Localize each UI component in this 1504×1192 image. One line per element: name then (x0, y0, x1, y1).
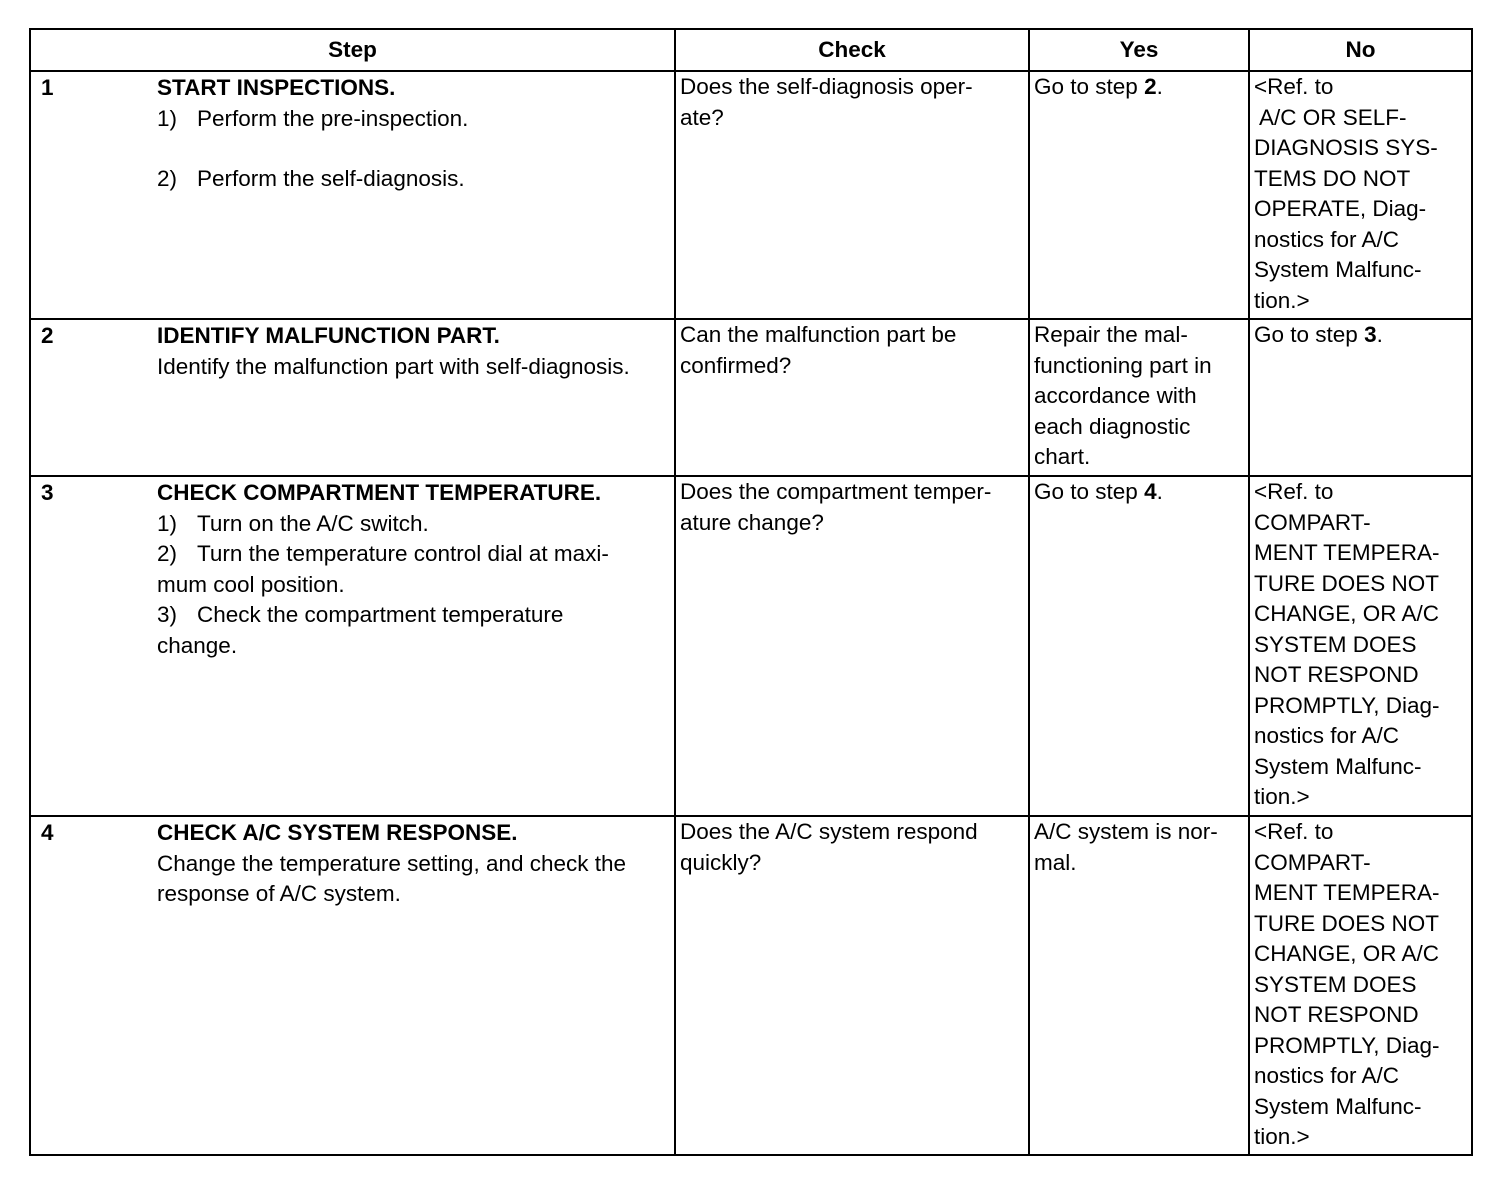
check-text: Does the compartment temper- (680, 479, 992, 504)
header-no: No (1249, 29, 1472, 71)
no-text: nostics for A/C (1254, 226, 1400, 252)
yes-text: mal. (1034, 849, 1077, 875)
instruction-number: 1) (157, 105, 178, 131)
step-number: 2 (41, 323, 54, 348)
yes-text: Go to step (1034, 74, 1145, 99)
header-step: Step (30, 29, 675, 71)
no-text: tion.> (1254, 287, 1310, 313)
check-text: ate? (680, 104, 724, 130)
check-text: quickly? (680, 849, 762, 875)
no-text: System Malfunc- (1254, 257, 1422, 282)
instruction-continued: mum cool position. (157, 571, 345, 597)
check-cell (675, 476, 1029, 816)
instruction-number: 2) (157, 541, 178, 566)
header-yes: Yes (1029, 29, 1249, 71)
no-text: MENT TEMPERA- (1254, 540, 1440, 565)
no-text: SYSTEM DOES (1254, 971, 1417, 997)
check-cell (675, 71, 1029, 319)
no-text: TEMS DO NOT (1254, 165, 1411, 191)
no-text: <Ref. to (1254, 74, 1334, 99)
instruction-text: Perform the self-diagnosis. (197, 166, 465, 191)
table-row (30, 319, 1472, 476)
no-text: OPERATE, Diag- (1254, 196, 1427, 221)
table-row (30, 476, 1472, 816)
no-text: <Ref. to (1254, 479, 1334, 504)
instruction-continued: change. (157, 632, 238, 658)
instruction-item (157, 539, 670, 570)
check-text: Can the malfunction part be (680, 322, 957, 347)
yes-cell (1029, 816, 1249, 1155)
instruction-text: Perform the pre-inspection. (197, 105, 469, 131)
no-text: nostics for A/C (1254, 1063, 1400, 1088)
diagnostic-table (29, 28, 1473, 1156)
no-text: DIAGNOSIS SYS- (1254, 135, 1438, 160)
yes-text: each diagnostic (1034, 413, 1191, 439)
instruction-text: Change the temperature setting, and check the (157, 850, 627, 876)
no-text: System Malfunc- (1254, 1093, 1422, 1119)
yes-cell (1029, 476, 1249, 816)
step-cell (30, 71, 675, 319)
step-number: 3 (41, 480, 54, 505)
no-text: PROMPTLY, Diag- (1254, 1032, 1440, 1058)
instruction-text: response of A/C system. (157, 881, 401, 906)
yes-text: Go to step (1034, 479, 1145, 504)
step-number: 1 (41, 75, 54, 100)
yes-text: Repair the mal- (1034, 322, 1188, 347)
instruction-text: Check the compartment temperature (197, 602, 564, 627)
instruction-number: 1) (157, 510, 178, 536)
instruction-number: 2) (157, 166, 178, 191)
instruction-item (157, 164, 670, 195)
no-step-ref: 3 (1364, 322, 1377, 347)
instruction-item (157, 104, 670, 135)
step-cell (30, 816, 675, 1155)
yes-cell (1029, 71, 1249, 319)
check-text: Does the A/C system respond (680, 819, 978, 844)
table-row (30, 71, 1472, 319)
step-title: CHECK A/C SYSTEM RESPONSE. (157, 820, 518, 845)
no-cell (1249, 319, 1472, 476)
no-text: NOT RESPOND (1254, 662, 1419, 687)
no-text: CHANGE, OR A/C (1254, 941, 1440, 966)
yes-text-suffix: . (1156, 74, 1163, 99)
no-text: A/C OR SELF- (1254, 104, 1407, 130)
no-cell (1249, 816, 1472, 1155)
instruction-item (157, 509, 670, 540)
no-text: nostics for A/C (1254, 723, 1400, 748)
instruction-text: Turn the temperature control dial at maxi- (197, 541, 609, 566)
check-cell (675, 319, 1029, 476)
header-row (30, 29, 1472, 71)
no-text: tion.> (1254, 1124, 1310, 1149)
step-title: CHECK COMPARTMENT TEMPERATURE. (157, 480, 602, 505)
no-text: COMPART- (1254, 509, 1371, 535)
instruction-item (157, 600, 670, 631)
no-text: TURE DOES NOT (1254, 570, 1440, 596)
instruction-text: Identify the malfunction part with self-diagnosis. (157, 353, 630, 379)
no-text: System Malfunc- (1254, 753, 1422, 779)
no-text-suffix: . (1376, 322, 1383, 347)
header-check: Check (675, 29, 1029, 71)
instruction-number: 3) (157, 602, 178, 627)
no-text: CHANGE, OR A/C (1254, 601, 1440, 626)
check-text: Does the self-diagnosis oper- (680, 74, 973, 99)
yes-cell (1029, 319, 1249, 476)
step-cell (30, 319, 675, 476)
yes-text: A/C system is nor- (1034, 819, 1218, 844)
yes-step-ref: 4 (1144, 479, 1157, 504)
yes-text: accordance with (1034, 383, 1197, 408)
step-title: IDENTIFY MALFUNCTION PART. (157, 323, 500, 348)
check-text: ature change? (680, 509, 824, 535)
no-cell (1249, 476, 1472, 816)
step-number: 4 (41, 820, 54, 845)
no-text: NOT RESPOND (1254, 1002, 1419, 1027)
yes-text-suffix: . (1156, 479, 1163, 504)
yes-text: functioning part in (1034, 352, 1212, 378)
no-text: PROMPTLY, Diag- (1254, 692, 1440, 718)
table-row (30, 816, 1472, 1155)
check-cell (675, 816, 1029, 1155)
no-text: <Ref. to (1254, 819, 1334, 844)
no-cell (1249, 71, 1472, 319)
no-text: Go to step (1254, 322, 1365, 347)
no-text: MENT TEMPERA- (1254, 880, 1440, 905)
check-text: confirmed? (680, 352, 792, 378)
no-text: COMPART- (1254, 849, 1371, 875)
instruction-text: Turn on the A/C switch. (197, 510, 429, 536)
yes-step-ref: 2 (1144, 74, 1157, 99)
yes-text: chart. (1034, 444, 1091, 469)
step-cell (30, 476, 675, 816)
no-text: TURE DOES NOT (1254, 910, 1440, 936)
step-title: START INSPECTIONS. (157, 75, 396, 100)
no-text: SYSTEM DOES (1254, 631, 1417, 657)
no-text: tion.> (1254, 784, 1310, 809)
